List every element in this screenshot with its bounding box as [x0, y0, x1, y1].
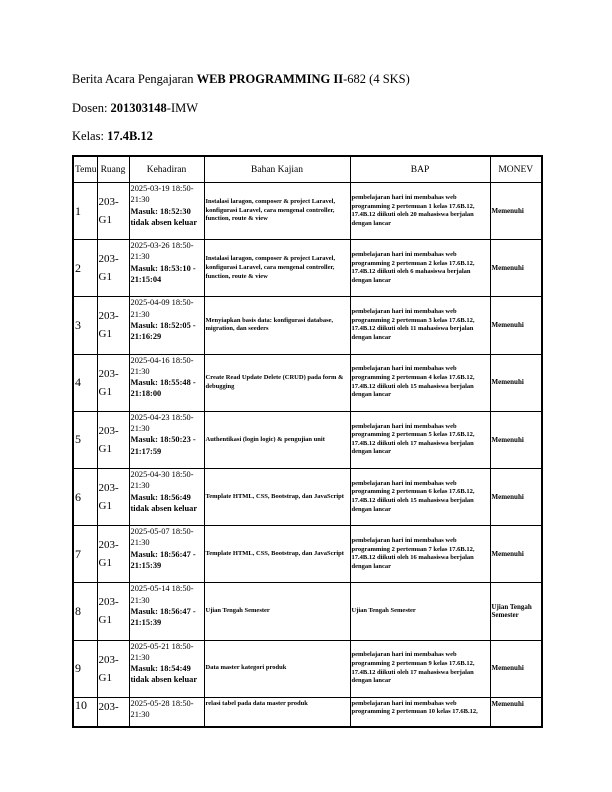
cell-bap: pembelajaran hari ini membahas web programming 2 pertemuan 2 kelas 17.6B.12, 17.4B.12 diikuti oleh 6 mahasiswa berjalan dengan lancar — [350, 240, 490, 297]
cell-ruang: 203-G1 — [97, 240, 129, 297]
kelas-value: 17.4B.12 — [107, 129, 153, 143]
table-row — [73, 183, 542, 240]
kelas-label: Kelas: — [72, 129, 108, 143]
kehadiran-keluar: tidak absen keluar — [130, 675, 198, 685]
cell-kehadiran — [129, 297, 204, 354]
cell-temu: 8 — [73, 583, 97, 640]
cell-ruang: 203-G1 — [97, 640, 129, 697]
table-row — [73, 297, 542, 354]
kehadiran-date: 2025-03-19 18:50-21:30 — [130, 184, 194, 205]
cell-bap: pembelajaran hari ini membahas web programming 2 pertemuan 10 kelas 17.6B.12, — [350, 697, 490, 727]
cell-monev: Memenuhi — [490, 697, 542, 727]
cell-monev: Memenuhi — [490, 468, 542, 525]
cell-kehadiran — [129, 583, 204, 640]
cell-bap: pembelajaran hari ini membahas web programming 2 pertemuan 4 kelas 17.6B.12, 17.4B.12 diikuti oleh 15 mahasiswa berjalan dengan lancar — [350, 354, 490, 411]
col-header-bap: BAP — [350, 156, 490, 183]
cell-bahan-kajian: Instalasi laragon, composer & project Laravel, konfigurasi Laravel, cara mengenal controller, function, route & view — [204, 240, 350, 297]
dosen-suffix: -IMW — [166, 101, 199, 115]
course-name: WEB PROGRAMMING II — [196, 72, 344, 86]
cell-bap: pembelajaran hari ini membahas web programming 2 pertemuan 3 kelas 17.6B.12, 17.4B.12 diikuti oleh 11 mahasiswa berjalan dengan lancar — [350, 297, 490, 354]
table-row — [73, 697, 542, 727]
cell-bahan-kajian: Data master kategori produk — [204, 640, 350, 697]
cell-ruang: 203-G1 — [97, 297, 129, 354]
cell-monev: Memenuhi — [490, 183, 542, 240]
cell-kehadiran — [129, 183, 204, 240]
cell-ruang: 203-G1 — [97, 526, 129, 583]
table-row — [73, 240, 542, 297]
cell-bahan-kajian: Template HTML, CSS, Bootstrap, dan JavaScript — [204, 526, 350, 583]
kehadiran-date: 2025-04-23 18:50-21:30 — [130, 412, 194, 434]
cell-kehadiran — [129, 640, 204, 697]
cell-ruang: 203-G1 — [97, 468, 129, 525]
table-row — [73, 468, 542, 525]
cell-kehadiran — [129, 240, 204, 297]
kelas-line — [72, 129, 153, 144]
dosen-code: 201303148 — [110, 101, 167, 115]
cell-bap: pembelajaran hari ini membahas web programming 2 pertemuan 7 kelas 17.6B.12, 17.4B.12 diikuti oleh 16 mahasiswa berjalan dengan lancar — [350, 526, 490, 583]
title-prefix: Berita Acara Pengajaran — [72, 72, 197, 86]
cell-temu: 6 — [73, 468, 97, 525]
table-header-row — [73, 156, 542, 183]
col-header-kehadiran: Kehadiran — [129, 156, 204, 183]
kehadiran-date: 2025-04-09 18:50-21:30 — [130, 298, 194, 319]
kehadiran-masuk: Masuk: 18:53:10 - 21:15:04 — [130, 263, 196, 285]
cell-kehadiran — [129, 697, 204, 727]
dosen-label: Dosen: — [72, 101, 111, 115]
cell-bahan-kajian: Authentikasi (login logic) & pengujian unit — [204, 411, 350, 468]
cell-bahan-kajian: Create Read Update Delete (CRUD) pada form & debugging — [204, 354, 350, 411]
kehadiran-keluar: tidak absen keluar — [130, 217, 198, 227]
table-row — [73, 354, 542, 411]
cell-bahan-kajian: Ujian Tengah Semester — [204, 583, 350, 640]
kehadiran-date: 2025-05-14 18:50-21:30 — [130, 584, 194, 605]
col-header-monev: MONEV — [490, 156, 542, 183]
cell-temu: 1 — [73, 183, 97, 240]
document-title — [72, 72, 410, 87]
cell-bap: pembelajaran hari ini membahas web programming 2 pertemuan 5 kelas 17.6B.12, 17.4B.12 diikuti oleh 17 mahasiswa berjalan dengan lancar — [350, 411, 490, 468]
cell-temu: 2 — [73, 240, 97, 297]
cell-temu: 10 — [73, 697, 97, 727]
cell-bap: Ujian Tengah Semester — [350, 583, 490, 640]
kehadiran-date: 2025-04-16 18:50-21:30 — [130, 355, 194, 376]
cell-bap: pembelajaran hari ini membahas web programming 2 pertemuan 9 kelas 17.6B.12, 17.4B.12 diikuti oleh 17 mahasiswa berjalan dengan lancar — [350, 640, 490, 697]
cell-monev: Memenuhi — [490, 526, 542, 583]
col-header-ruang: Ruang — [97, 156, 129, 183]
cell-ruang: 203-G1 — [97, 411, 129, 468]
cell-temu: 4 — [73, 354, 97, 411]
kehadiran-masuk: Masuk: 18:56:47 - 21:15:39 — [130, 606, 196, 628]
table-row — [73, 526, 542, 583]
kehadiran-keluar: tidak absen keluar — [130, 503, 198, 513]
cell-bahan-kajian: Template HTML, CSS, Bootstrap, dan JavaScript — [204, 468, 350, 525]
kehadiran-masuk: Masuk: 18:50:23 - 21:17:59 — [130, 435, 196, 456]
cell-temu: 9 — [73, 640, 97, 697]
table-row — [73, 640, 542, 697]
cell-kehadiran — [129, 468, 204, 525]
kehadiran-masuk: Masuk: 18:52:30 — [130, 206, 191, 216]
cell-bap: pembelajaran hari ini membahas web programming 2 pertemuan 6 kelas 17.6B.12, 17.4B.12 diikuti oleh 15 mahasiswa berjalan dengan lancar — [350, 468, 490, 525]
cell-kehadiran — [129, 354, 204, 411]
cell-bahan-kajian: Instalasi laragon, composer & project Laravel, konfigurasi Laravel, cara mengenal controller, function, route & view — [204, 183, 350, 240]
cell-ruang: 203-G1 — [97, 183, 129, 240]
cell-temu: 5 — [73, 411, 97, 468]
table-row — [73, 583, 542, 640]
kehadiran-masuk: Masuk: 18:56:49 — [130, 492, 191, 502]
cell-monev: Memenuhi — [490, 297, 542, 354]
col-header-bahan-kajian: Bahan Kajian — [204, 156, 350, 183]
kehadiran-date: 2025-05-28 18:50-21:30 — [130, 698, 194, 719]
table-row — [73, 411, 542, 468]
course-suffix: -682 (4 SKS) — [343, 72, 410, 86]
kehadiran-masuk: Masuk: 18:52:05 - 21:16:29 — [130, 320, 196, 342]
cell-monev: Memenuhi — [490, 411, 542, 468]
cell-temu: 3 — [73, 297, 97, 354]
cell-monev: Memenuhi — [490, 354, 542, 411]
kehadiran-masuk: Masuk: 18:55:48 - 21:18:00 — [130, 378, 196, 399]
dosen-line — [72, 101, 198, 116]
kehadiran-masuk: Masuk: 18:54:49 — [130, 664, 191, 674]
cell-kehadiran — [129, 411, 204, 468]
cell-bap: pembelajaran hari ini membahas web programming 2 pertemuan 1 kelas 17.6B.12, 17.4B.12 diikuti oleh 20 mahasiswa berjalan dengan lancar — [350, 183, 490, 240]
kehadiran-date: 2025-04-30 18:50-21:30 — [130, 469, 194, 491]
cell-monev: Memenuhi — [490, 640, 542, 697]
kehadiran-date: 2025-03-26 18:50-21:30 — [130, 241, 194, 262]
cell-bahan-kajian: Menyiapkan basis data: konfigurasi database, migration, dan seeders — [204, 297, 350, 354]
kehadiran-date: 2025-05-21 18:50-21:30 — [130, 641, 194, 662]
cell-kehadiran — [129, 526, 204, 583]
cell-temu: 7 — [73, 526, 97, 583]
cell-ruang: 203-G1 — [97, 354, 129, 411]
cell-ruang: 203-G1 — [97, 583, 129, 640]
col-header-temu: Temu — [73, 156, 97, 183]
cell-bahan-kajian: relasi tabel pada data master produk — [204, 697, 350, 727]
kehadiran-date: 2025-05-07 18:50-21:30 — [130, 527, 194, 548]
cell-ruang: 203- — [97, 697, 129, 727]
kehadiran-masuk: Masuk: 18:56:47 - 21:15:39 — [130, 549, 196, 571]
bap-table — [72, 155, 543, 728]
cell-monev: Memenuhi — [490, 240, 542, 297]
cell-monev: Ujian Tengah Semester — [490, 583, 542, 640]
